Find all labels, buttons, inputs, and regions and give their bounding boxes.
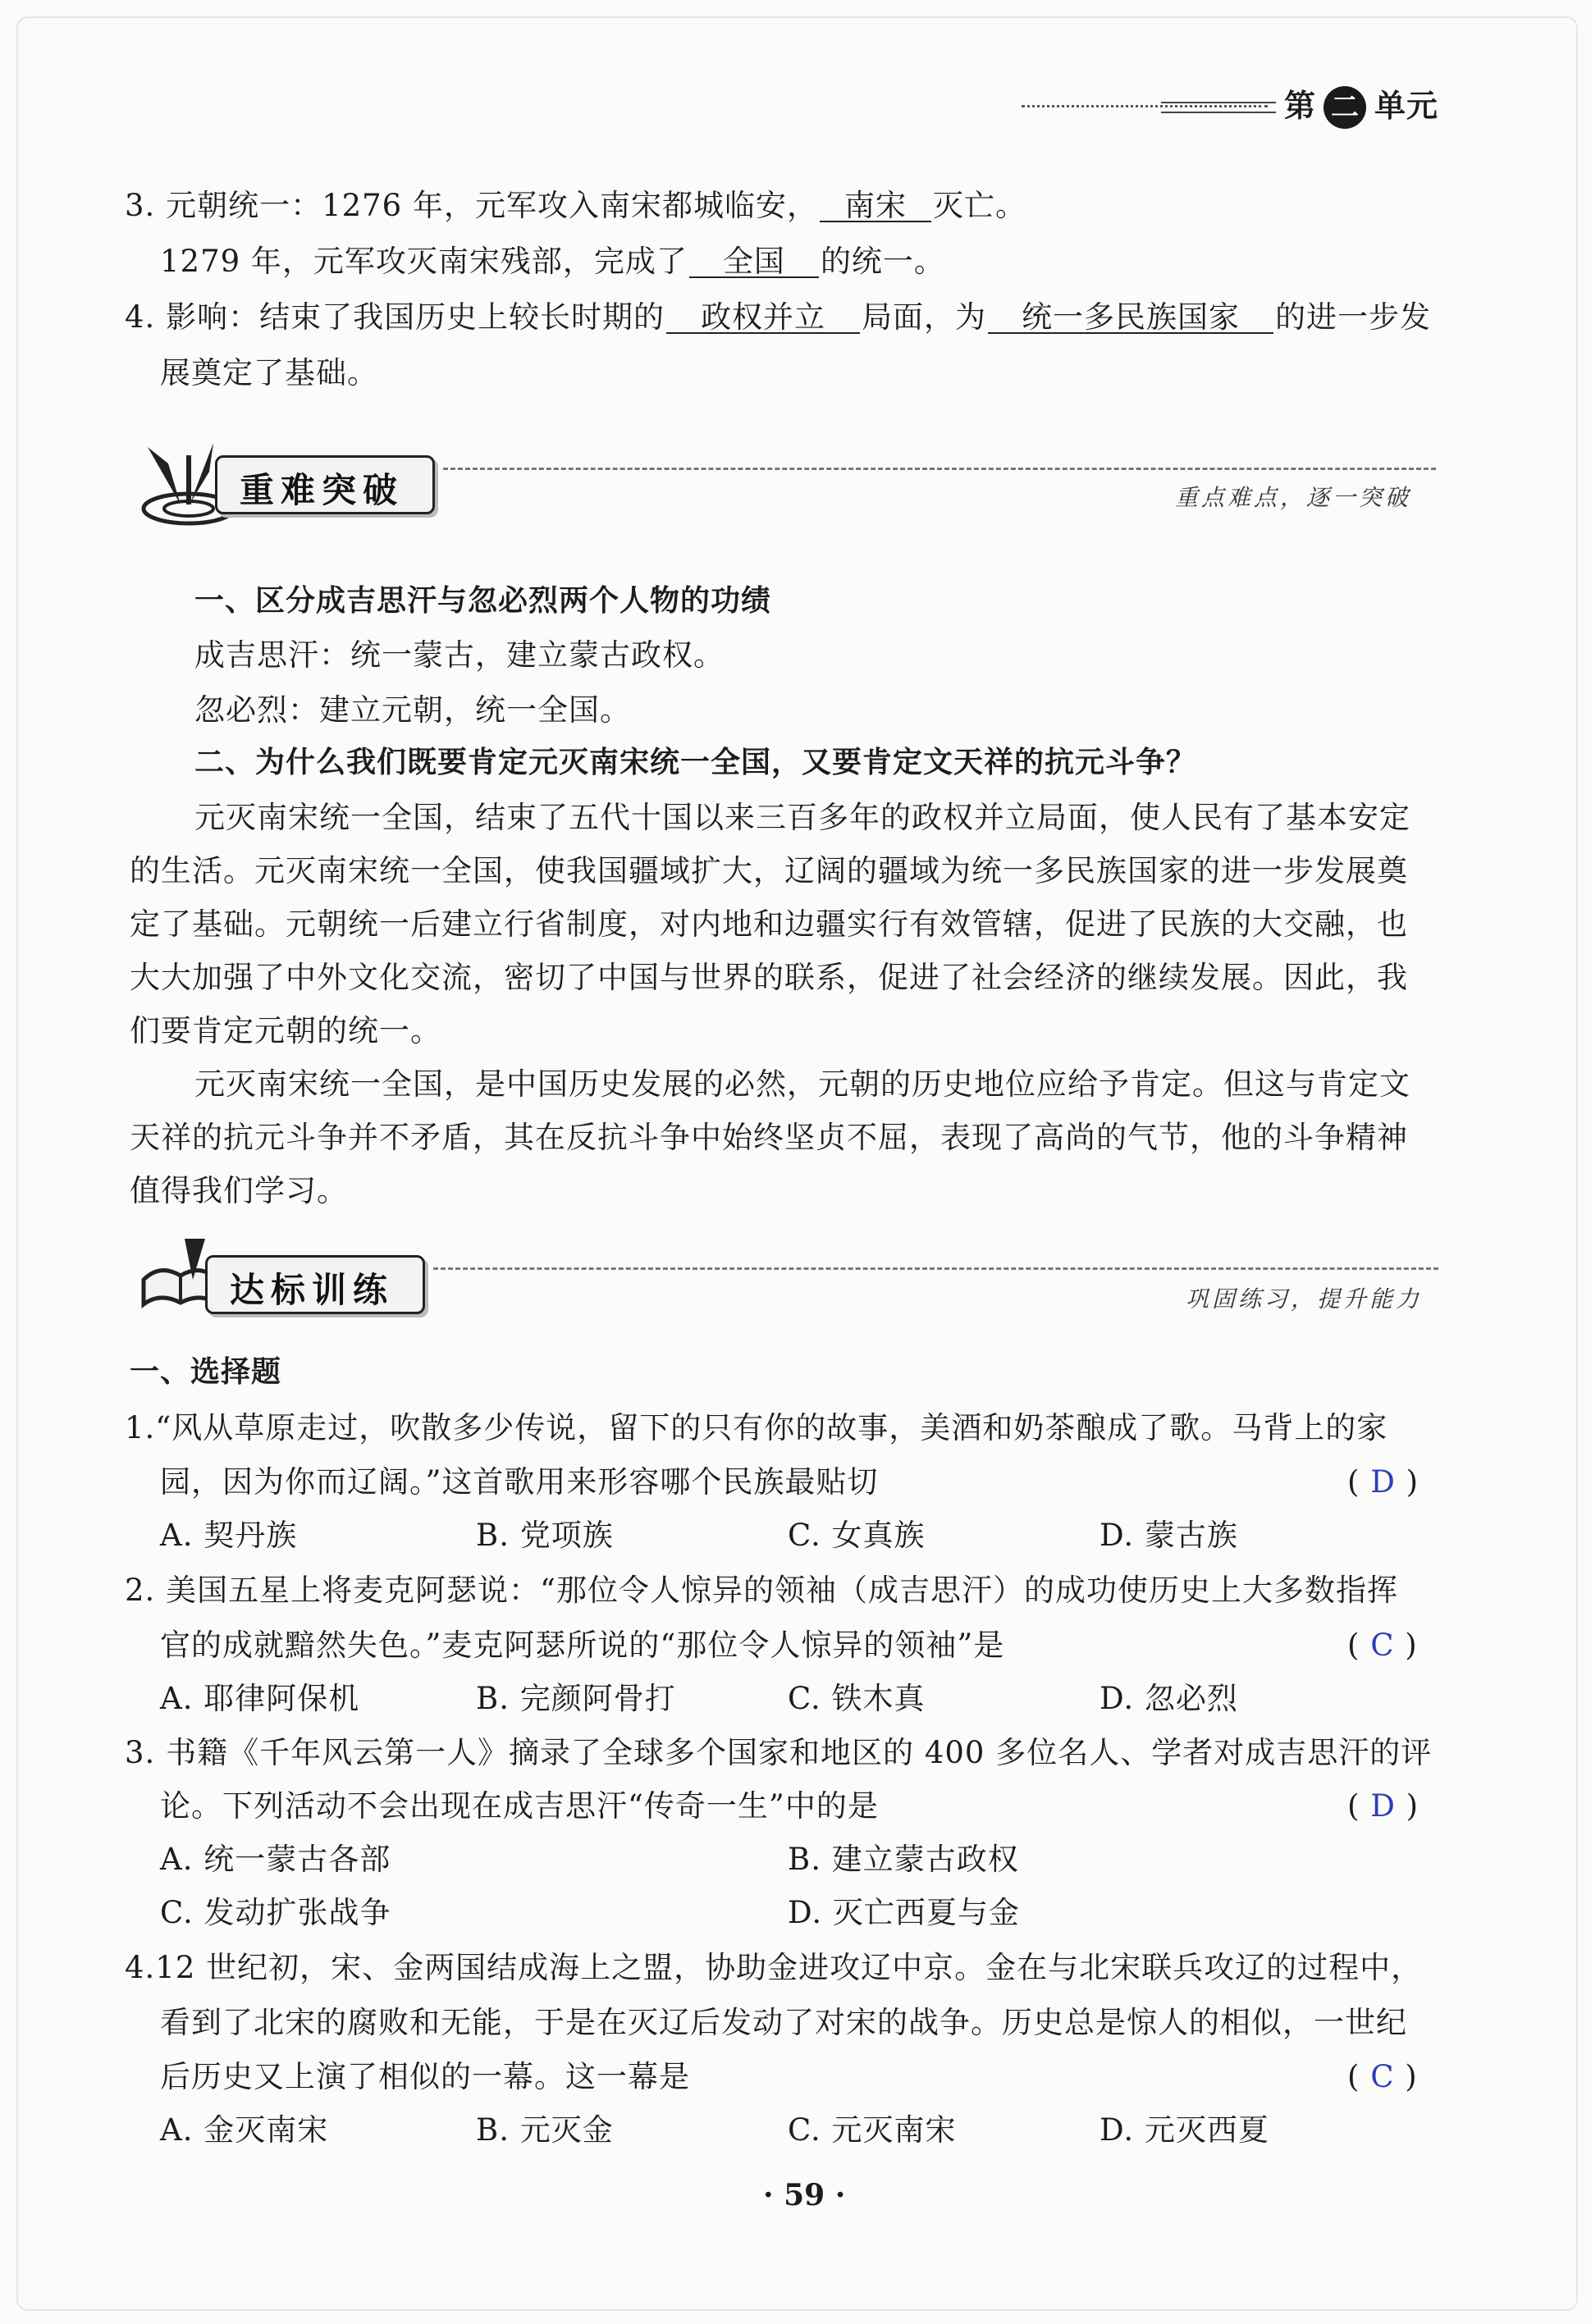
paragraph-line: 们要肯定元朝的统一。 <box>130 1013 441 1048</box>
section-dashed-rule <box>443 468 1436 470</box>
header-rule <box>1161 112 1276 113</box>
intro-line-4: 4. 影响：结束了我国历史上较长时期的 政权并立 局面，为 统一多民族国家 的进一步发 <box>125 299 1432 335</box>
option: A. 金灭南宋 <box>160 2112 329 2148</box>
topic-text: 成吉思汗：统一蒙古，建立蒙古政权。 <box>194 637 725 673</box>
paragraph-line: 天祥的抗元斗争并不矛盾，其在反抗斗争中始终坚贞不屈，表现了高尚的气节，他的斗争精神 <box>130 1120 1408 1155</box>
question-stem: 3. 书籍《千年风云第一人》摘录了全球多个国家和地区的 400 多位名人、学者对成吉思汗的评 <box>125 1735 1433 1770</box>
header-unit-number: 二 <box>1324 86 1366 129</box>
option: B. 党项族 <box>476 1518 614 1553</box>
header-unit-prefix: 第 <box>1284 88 1317 124</box>
question-stem: 官的成就黯然失色。”麦克阿瑟所说的“那位令人惊异的领袖”是 <box>160 1628 1005 1663</box>
answer-choice: C <box>1370 2059 1395 2094</box>
answer-bracket: ( C ) <box>1347 2059 1418 2094</box>
section-subtitle: 巩固练习，提升能力 <box>1186 1285 1423 1313</box>
section-title: 达标训练 <box>230 1270 395 1310</box>
answer-blank: 统一多民族国家 <box>988 302 1273 334</box>
intro-line-3a: 3. 元朝统一：1276 年，元军攻入南宋都城临安， 南宋 灭亡。 <box>125 188 1026 223</box>
intro-line-3b: 1279 年，元军攻灭南宋残部，完成了 全国 的统一。 <box>160 244 945 279</box>
page-number: · 59 · <box>763 2178 846 2212</box>
option: D. 蒙古族 <box>1100 1518 1238 1553</box>
question-stem: 2. 美国五星上将麦克阿瑟说：“那位令人惊异的领袖（成吉思汗）的成功使历史上大多数指挥 <box>125 1573 1398 1608</box>
header-dotted-rule <box>1022 105 1268 107</box>
question-stem: 后历史又上演了相似的一幕。这一幕是 <box>160 2059 690 2094</box>
answer-choice: C <box>1370 1628 1395 1663</box>
answer-choice: D <box>1370 1464 1396 1500</box>
option: D. 灭亡西夏与金 <box>788 1895 1020 1930</box>
option: A. 契丹族 <box>160 1518 298 1553</box>
question-stem: 看到了北宋的腐败和无能，于是在灭辽后发动了对宋的战争。历史总是惊人的相似，一世纪 <box>160 2005 1407 2040</box>
question-stem: 论。下列活动不会出现在成吉思汗“传奇一生”中的是 <box>160 1788 879 1824</box>
option: A. 统一蒙古各部 <box>160 1842 391 1877</box>
option: A. 耶律阿保机 <box>160 1681 360 1716</box>
option: D. 忽必烈 <box>1100 1681 1238 1716</box>
answer-blank: 全国 <box>689 246 819 278</box>
answer-bracket: ( C ) <box>1347 1628 1418 1663</box>
paragraph-line: 值得我们学习。 <box>130 1173 348 1208</box>
paragraph-line: 大大加强了中外文化交流，密切了中国与世界的联系，促进了社会经济的继续发展。因此，我 <box>130 960 1408 995</box>
section-title: 重难突破 <box>240 470 405 510</box>
answer-bracket: ( D ) <box>1347 1788 1420 1824</box>
answer-bracket: ( D ) <box>1347 1464 1420 1500</box>
exercise-heading: 一、选择题 <box>130 1355 282 1389</box>
option: C. 发动扩张战争 <box>160 1895 391 1930</box>
topic-heading-1: 一、区分成吉思汗与忽必烈两个人物的功绩 <box>194 584 772 618</box>
paragraph-line: 元灭南宋统一全国，是中国历史发展的必然，元朝的历史地位应给予肯定。但这与肯定文 <box>194 1066 1410 1102</box>
section-subtitle: 重点难点，逐一突破 <box>1175 484 1412 511</box>
intro-line-4-cont: 展奠定了基础。 <box>160 355 378 390</box>
topic-heading-2: 二、为什么我们既要肯定元灭南宋统一全国，又要肯定文天祥的抗元斗争？ <box>194 746 1197 779</box>
question-stem: 1.“风从草原走过，吹散多少传说，留下的只有你的故事，美酒和奶茶酿成了歌。马背上的家 <box>125 1410 1388 1445</box>
answer-blank: 政权并立 <box>666 302 860 334</box>
option: D. 元灭西夏 <box>1100 2112 1269 2148</box>
option: C. 元灭南宋 <box>788 2112 957 2148</box>
option: C. 铁木真 <box>788 1681 926 1716</box>
header-rule <box>1161 102 1276 103</box>
paragraph-line: 的生活。元灭南宋统一全国，使我国疆域扩大，辽阔的疆域为统一多民族国家的进一步发展奠 <box>130 853 1408 888</box>
option: B. 完颜阿骨打 <box>476 1681 676 1716</box>
answer-choice: D <box>1370 1788 1396 1824</box>
answer-blank: 南宋 <box>820 190 931 222</box>
option: B. 建立蒙古政权 <box>788 1842 1019 1877</box>
option: B. 元灭金 <box>476 2112 614 2148</box>
paragraph-line: 定了基础。元朝统一后建立行省制度，对内地和边疆实行有效管辖，促进了民族的大交融，也 <box>130 906 1408 942</box>
paragraph-line: 元灭南宋统一全国，结束了五代十国以来三百多年的政权并立局面，使人民有了基本安定 <box>194 800 1410 835</box>
topic-text: 忽必烈：建立元朝，统一全国。 <box>194 692 631 728</box>
question-stem: 园，因为你而辽阔。”这首歌用来形容哪个民族最贴切 <box>160 1464 879 1500</box>
header-unit-suffix: 单元 <box>1374 88 1439 124</box>
option: C. 女真族 <box>788 1518 926 1553</box>
question-stem: 4.12 世纪初，宋、金两国结成海上之盟，协助金进攻辽中京。金在与北宋联兵攻辽的过程中， <box>125 1950 1423 1985</box>
section-dashed-rule <box>433 1267 1438 1270</box>
